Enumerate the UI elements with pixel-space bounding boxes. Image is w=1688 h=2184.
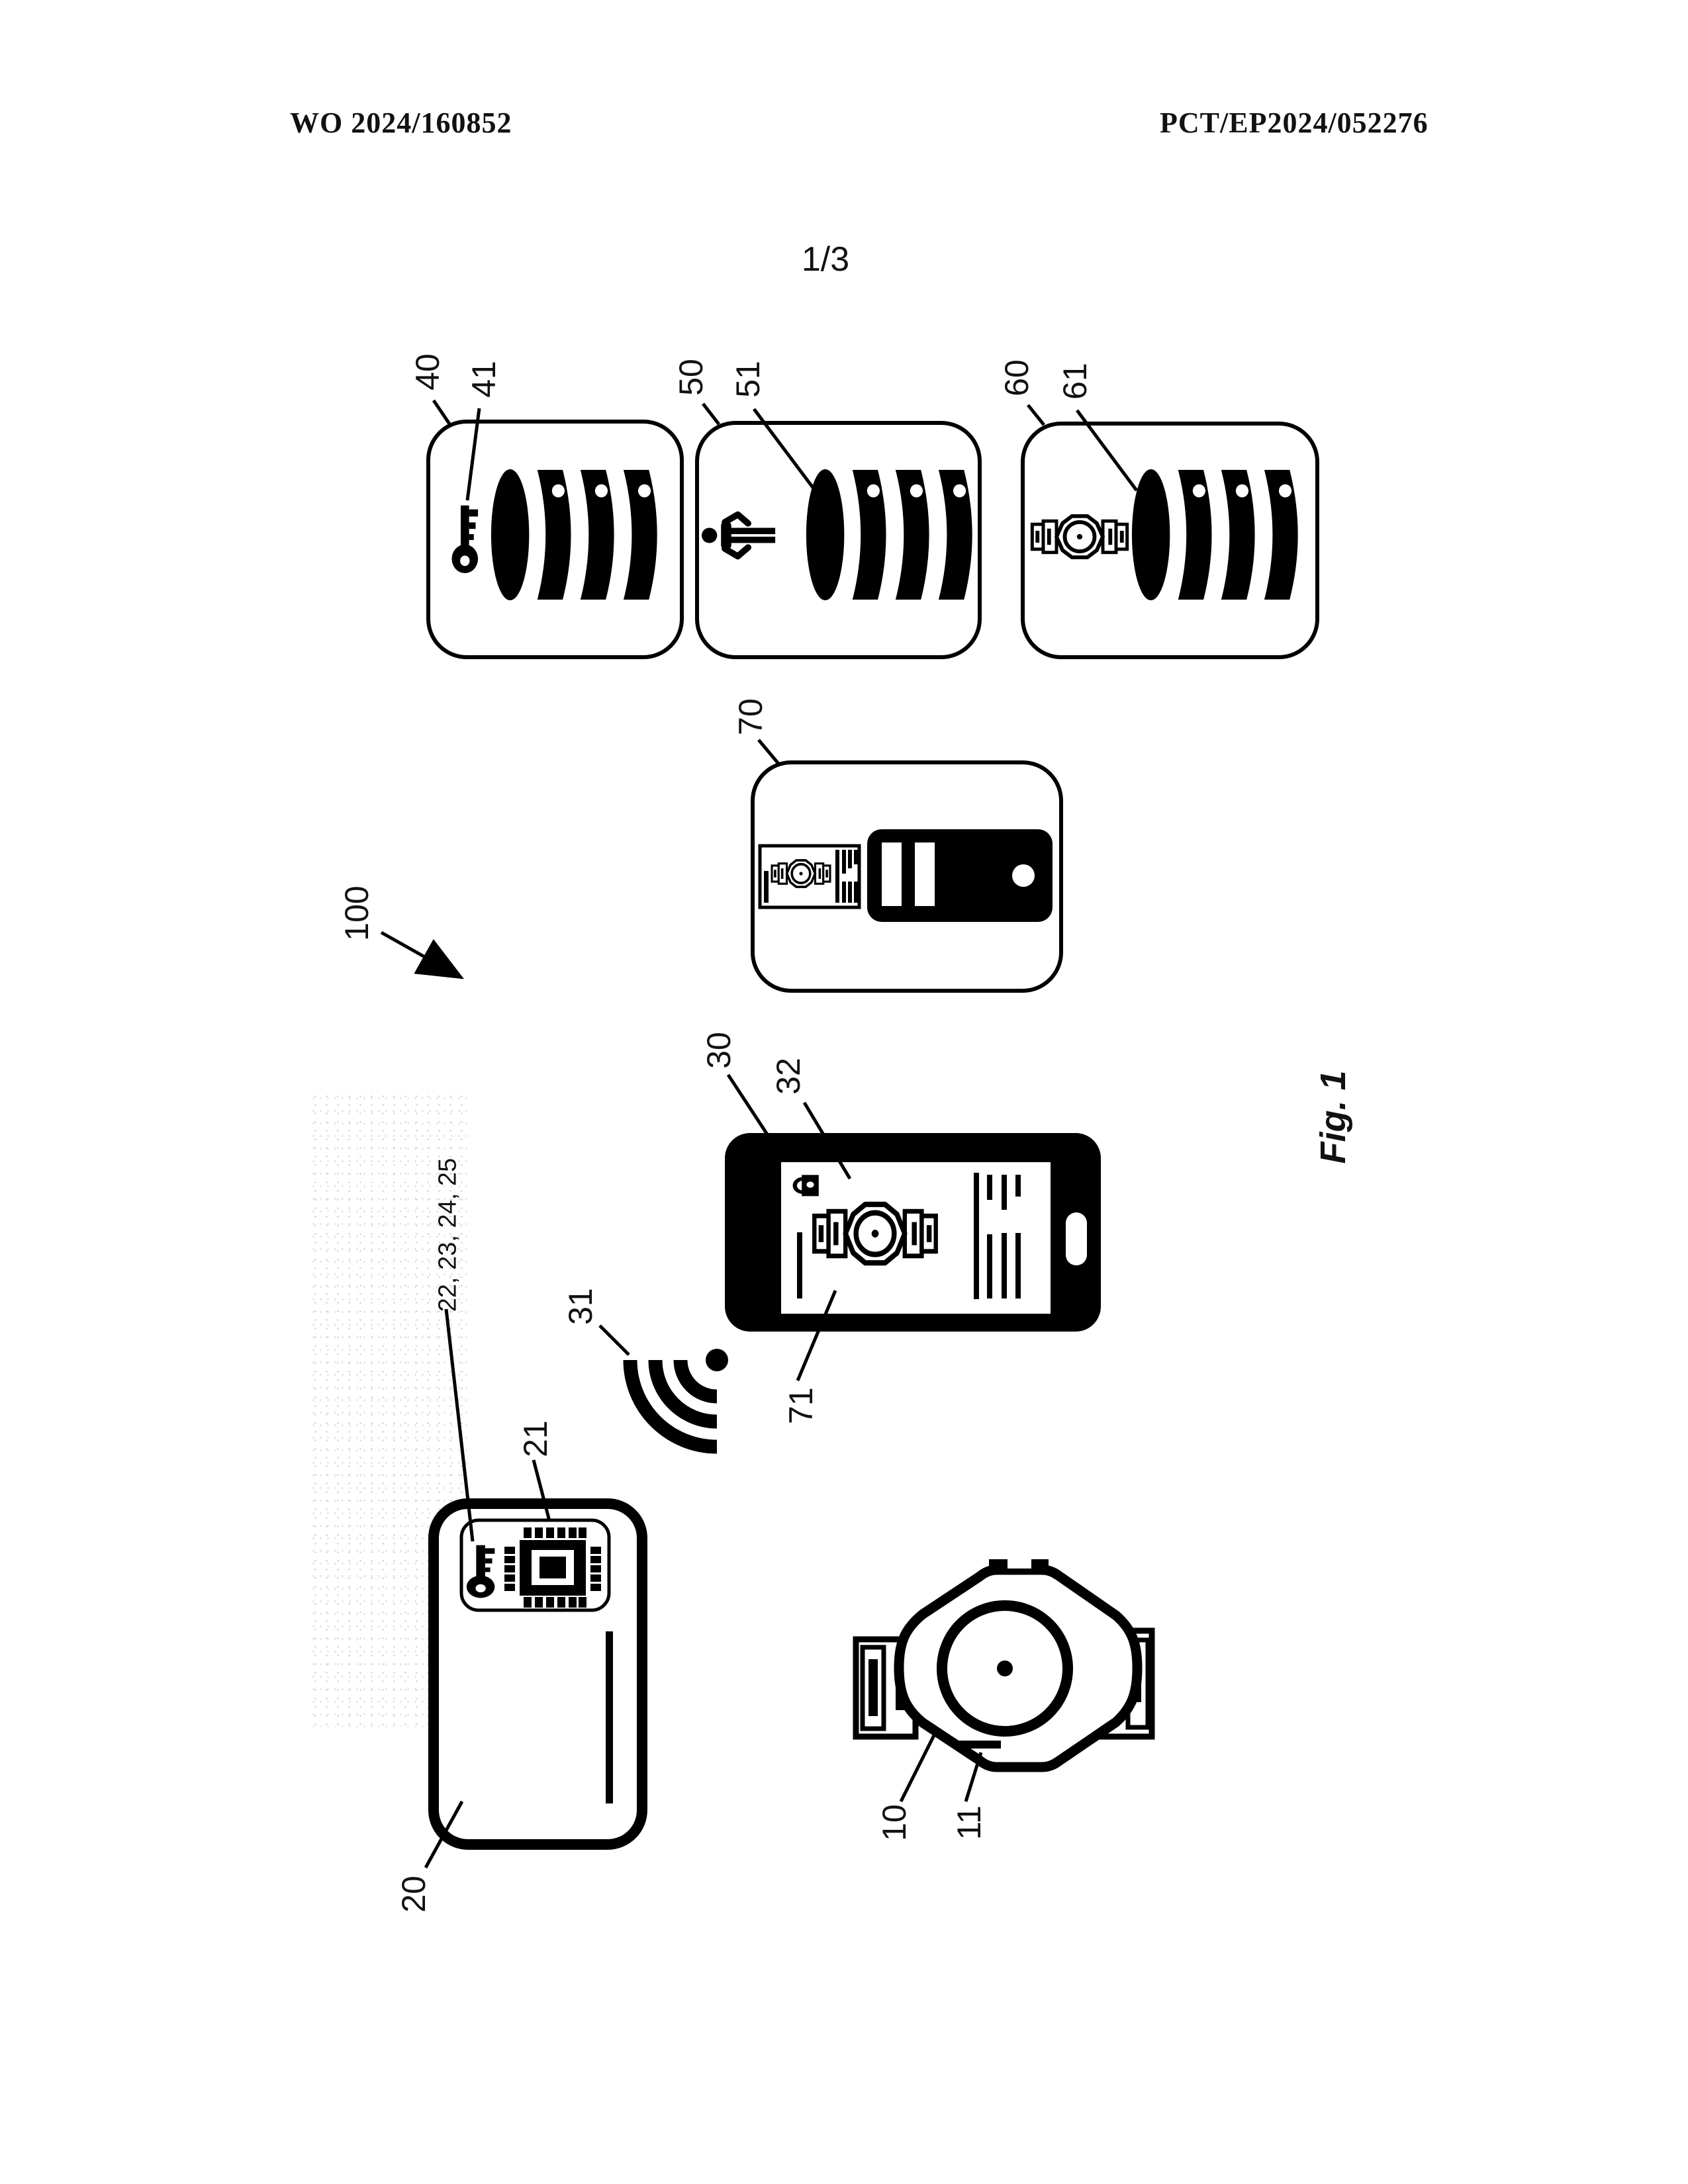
ref-label-40: 40 xyxy=(409,353,446,390)
ref-label-31: 31 xyxy=(562,1288,599,1325)
sheet-indicator: 1/3 xyxy=(801,240,850,279)
ref-label-100: 100 xyxy=(338,886,375,941)
database-box-50 xyxy=(697,423,980,657)
database-box-40 xyxy=(428,422,682,657)
wristwatch xyxy=(856,1558,1152,1767)
ref-label-20: 20 xyxy=(395,1876,432,1913)
ref-label-32: 32 xyxy=(770,1058,807,1095)
ref-label-11: 11 xyxy=(951,1805,988,1840)
home-button xyxy=(1066,1212,1087,1265)
ref-label-41: 41 xyxy=(465,361,502,398)
padlock-icon xyxy=(795,1175,819,1196)
ref-label-21: 21 xyxy=(517,1420,554,1457)
security-card xyxy=(434,1504,642,1844)
ref-label-50: 50 xyxy=(673,359,710,396)
ref-label-30: 30 xyxy=(700,1032,737,1069)
ref-label-22-25: 22, 23, 24, 25 xyxy=(434,1158,462,1312)
database-box-60 xyxy=(1023,424,1317,657)
tower-icon xyxy=(867,829,1053,922)
publication-number: WO 2024/160852 xyxy=(290,107,512,139)
watch-marking xyxy=(957,1741,1001,1749)
server-box-70 xyxy=(753,762,1061,991)
card-stripe xyxy=(606,1631,613,1803)
ref-label-71: 71 xyxy=(782,1387,820,1424)
ref-label-70: 70 xyxy=(732,698,769,735)
watch-image-on-screen xyxy=(814,1205,935,1263)
ref-label-10: 10 xyxy=(876,1804,913,1841)
system-arrow xyxy=(381,933,455,974)
ref-label-61: 61 xyxy=(1056,363,1094,400)
ref-label-60: 60 xyxy=(998,359,1035,396)
figure-caption: Fig. 1 xyxy=(1313,1070,1353,1164)
smartphone xyxy=(725,1133,1101,1332)
wifi-icon xyxy=(630,1349,728,1447)
application-number: PCT/EP2024/052276 xyxy=(1160,107,1429,139)
monitor-icon xyxy=(760,846,859,907)
watch-icon xyxy=(1032,516,1127,557)
ref-label-51: 51 xyxy=(729,361,767,398)
